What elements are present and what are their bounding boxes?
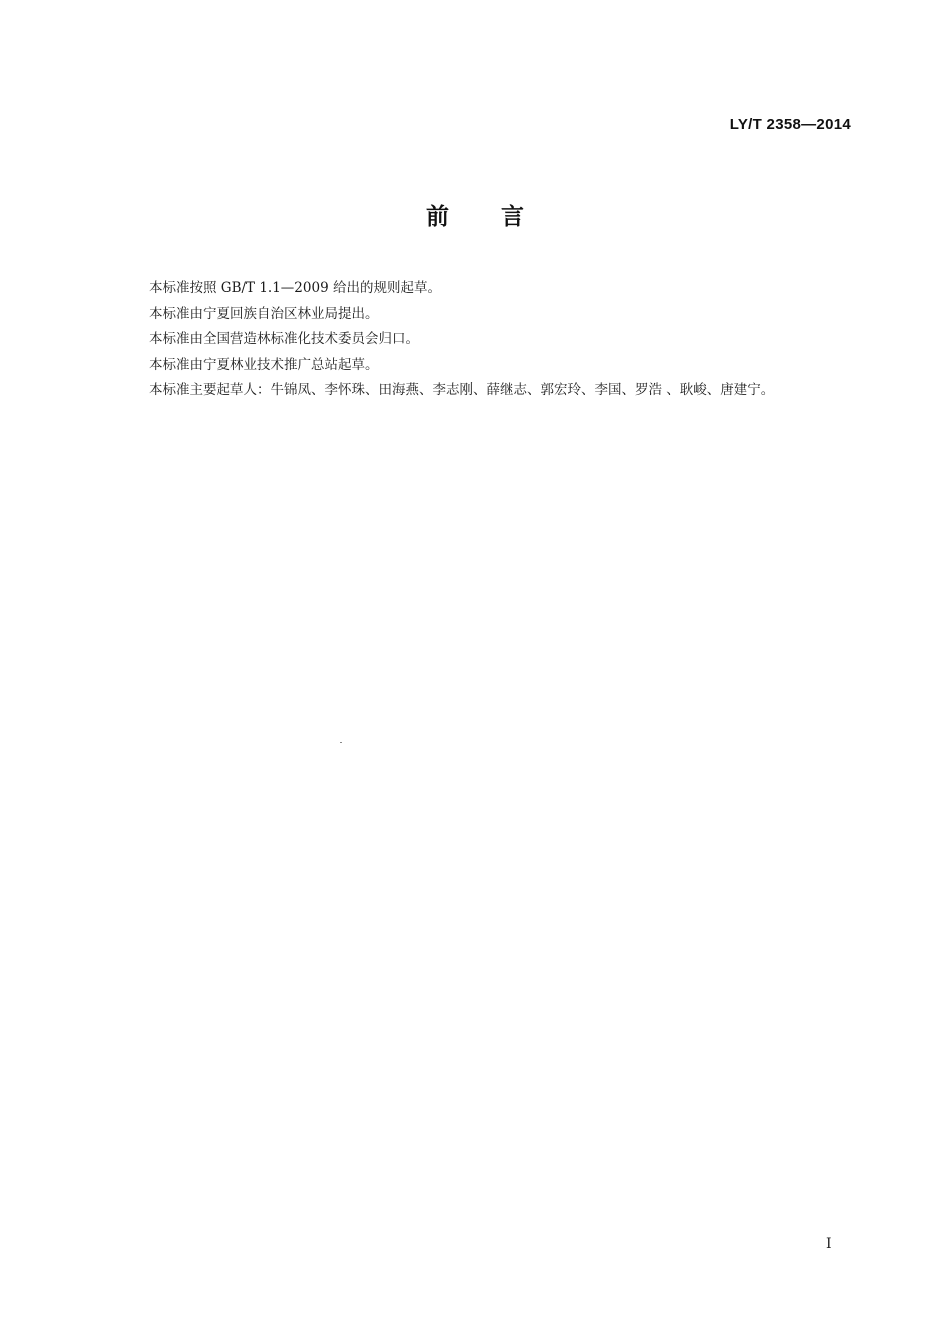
foreword-line: 本标准由宁夏林业技术推广总站起草。: [149, 356, 379, 373]
title-char-1: 前: [426, 204, 449, 230]
foreword-body: [149, 276, 869, 404]
standard-code: LY/T 2358—2014: [729, 116, 851, 133]
page-title: [0, 198, 950, 231]
foreword-line: 本标准主要起草人：牛锦凤、李怀珠、田海燕、李志刚、薛继志、郭宏玲、李国、罗浩 、耿峻、唐建宁。: [149, 382, 775, 399]
foreword-line: 本标准由宁夏回族自治区林业局提出。: [149, 305, 379, 322]
title-char-2: 言: [501, 204, 524, 230]
foreword-line: 本标准由全国营造林标准化技术委员会归口。: [149, 331, 419, 348]
foreword-line: 本标准按照 GB/T 1.1—2009 给出的规则起草。: [149, 280, 441, 296]
scan-speck: [340, 742, 342, 743]
page-number: I: [826, 1236, 832, 1252]
